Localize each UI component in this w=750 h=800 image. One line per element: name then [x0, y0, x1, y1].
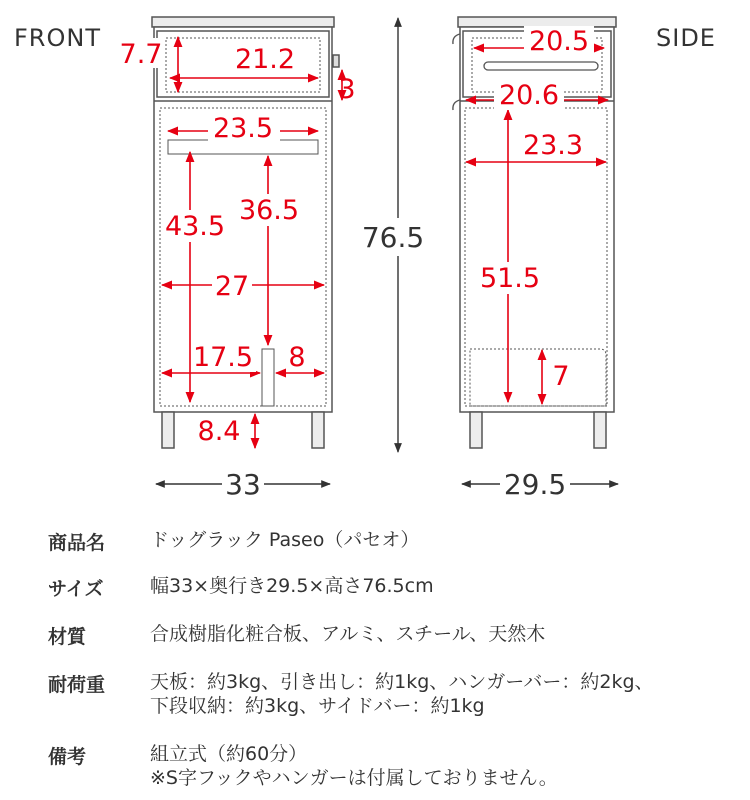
front-total-width-label: 33	[225, 468, 261, 500]
spec-key: 耐荷重	[48, 674, 106, 696]
spec-value: 組立式（約60分） ※S字フックやハンガーは付属しておりません。	[150, 743, 558, 789]
side-drawer-depth-label: 20.5	[528, 26, 590, 57]
spec-value: ドッグラック Paseo（パセオ）	[150, 529, 420, 551]
side-bar-depth-label: 20.6	[498, 80, 560, 111]
side-inner-depth-label: 23.3	[522, 130, 584, 161]
total-height-label: 76.5	[361, 221, 425, 254]
front-handle-offset-label: 3	[338, 74, 356, 105]
front-lower-left-width-label: 17.5	[192, 342, 254, 373]
front-shelf-width-label: 27	[214, 271, 250, 302]
side-cabinet	[453, 17, 616, 412]
front-legs	[162, 412, 324, 448]
spec-value: 幅33×奥行き29.5×高さ76.5cm	[150, 575, 434, 597]
front-leg-height-label: 8.4	[197, 416, 241, 447]
spec-key: 備考	[48, 746, 87, 768]
front-view-label: FRONT	[14, 24, 101, 52]
side-legs	[470, 412, 606, 448]
front-drawer-height-label: 7.7	[119, 39, 163, 70]
front-inner-width-label: 23.5	[212, 113, 274, 144]
spec-value: 合成樹脂化粧合板、アルミ、スチール、天然木	[150, 623, 546, 645]
front-right-height-label: 36.5	[238, 195, 300, 226]
spec-key: サイズ	[48, 578, 104, 600]
side-inner-height-label: 51.5	[479, 263, 541, 294]
side-total-depth-label: 29.5	[503, 468, 567, 500]
spec-key: 商品名	[48, 532, 106, 554]
spec-key: 材質	[48, 626, 87, 648]
spec-value: 天板：約3kg、引き出し：約1kg、ハンガーバー：約2kg、 下段収納：約3kg、サイドバー：約1kg	[150, 671, 654, 717]
front-lower-right-width-label: 8	[288, 342, 306, 373]
side-view-label: SIDE	[656, 24, 716, 52]
side-lower-height-label: 7	[552, 361, 570, 392]
front-drawer-inner-width-label: 21.2	[234, 44, 296, 75]
front-left-height-label: 43.5	[164, 211, 226, 242]
